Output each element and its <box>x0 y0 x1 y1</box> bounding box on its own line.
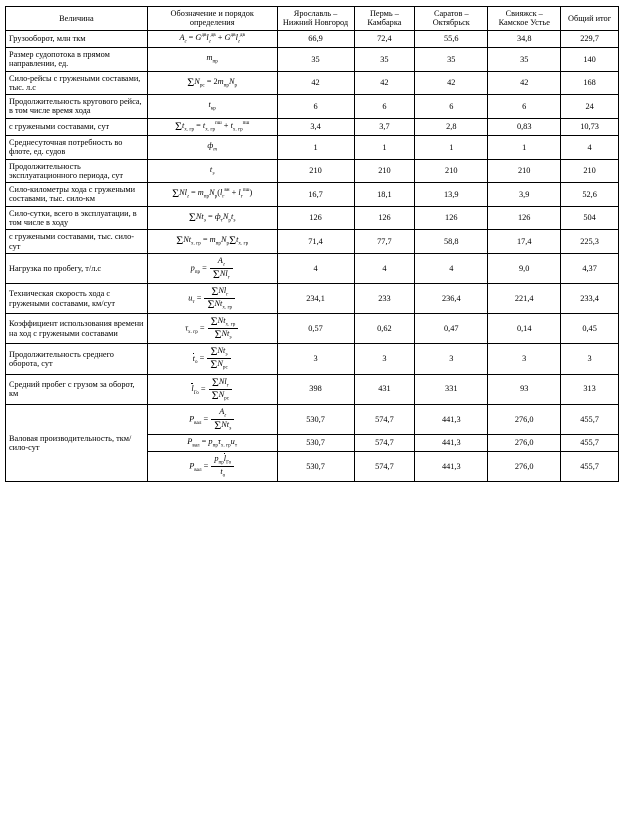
cell-value: 455,7 <box>561 452 619 482</box>
row-label: Продолжительность кругового рейса, в том числе время хода <box>6 95 148 119</box>
cell-value: 3,9 <box>488 183 561 207</box>
row-label: Техническая скорость хода с гружеными составами, км/сут <box>6 284 148 314</box>
row-formula: $A_г = G^{дв}l_г^{дв} + G^{дв}l_г^{дв}$ <box>147 30 277 47</box>
cell-value: 77,7 <box>354 230 415 254</box>
cell-value: 441,3 <box>415 452 488 482</box>
row-formula: $m_{пр}$ <box>147 47 277 71</box>
row-label: Средний пробег с грузом за оборот, км <box>6 374 148 404</box>
cell-value: 1 <box>488 136 561 160</box>
cell-value: 441,3 <box>415 404 488 434</box>
cell-value: 234,1 <box>277 284 354 314</box>
cell-value: 276,0 <box>488 404 561 434</box>
cell-value: 42 <box>488 71 561 95</box>
cell-value: 55,6 <box>415 30 488 47</box>
row-label: с гружеными составами, тыс. сило-сут <box>6 230 148 254</box>
row-label: Размер судопотока в прямом направлении, ед. <box>6 47 148 71</box>
cell-value: 1 <box>354 136 415 160</box>
cell-value: 455,7 <box>561 404 619 434</box>
row-label: Нагрузка по пробегу, т/л.с <box>6 253 148 283</box>
column-header-sviyazhsk-kamskoe: Свияжск – Камское Устье <box>488 7 561 31</box>
cell-value: 331 <box>415 374 488 404</box>
cell-value: 530,7 <box>277 404 354 434</box>
table-row <box>6 118 619 135</box>
cell-value: 4,37 <box>561 253 619 283</box>
row-label: Сило-рейсы с гружеными составами, тыс. л.с <box>6 71 148 95</box>
cell-value: 18,1 <box>354 183 415 207</box>
cell-value: 0,45 <box>561 314 619 344</box>
cell-value: 455,7 <box>561 434 619 451</box>
row-formula: $\Sigma Nt_э = ф_тN_рt_э$ <box>147 206 277 230</box>
table-row <box>6 206 619 230</box>
row-formula: $t_э$ <box>147 159 277 183</box>
cell-value: 35 <box>277 47 354 71</box>
cell-value: 210 <box>561 159 619 183</box>
cell-value: 3 <box>277 344 354 374</box>
cell-value: 1 <box>277 136 354 160</box>
table-row <box>6 159 619 183</box>
column-header-notation: Обозначение и порядок определения <box>147 7 277 31</box>
cell-value: 504 <box>561 206 619 230</box>
cell-value: 0,62 <box>354 314 415 344</box>
table-row <box>6 230 619 254</box>
table-row <box>6 404 619 434</box>
row-formula: $p_{пр}$ = $\frac{A_г}{\Sigma Nl_г}$ <box>147 253 277 283</box>
cell-value: 0,83 <box>488 118 561 135</box>
cell-value: 574,7 <box>354 452 415 482</box>
row-formula: $t_о$ = $\frac{\Sigma Nt_э}{\Sigma N_{рс}}$ <box>147 344 277 374</box>
column-header-saratov-oktyabrsk: Саратов – Октябрьск <box>415 7 488 31</box>
cell-value: 3 <box>415 344 488 374</box>
cell-value: 71,4 <box>277 230 354 254</box>
row-label: Продолжительность эксплуатационного периода, сут <box>6 159 148 183</box>
cell-value: 3 <box>354 344 415 374</box>
cell-value: 210 <box>354 159 415 183</box>
row-formula: $\tau_{х. гр}$ = $\frac{\Sigma Nt_{х. гр}}{\Sigma Nt_э}$ <box>147 314 277 344</box>
cell-value: 4 <box>415 253 488 283</box>
table-row <box>6 284 619 314</box>
cell-value: 574,7 <box>354 404 415 434</box>
cell-value: 398 <box>277 374 354 404</box>
table-row <box>6 183 619 207</box>
row-label: с гружеными составами, сут <box>6 118 148 135</box>
cell-value: 574,7 <box>354 434 415 451</box>
cell-value: 233,4 <box>561 284 619 314</box>
cell-value: 66,9 <box>277 30 354 47</box>
cell-value: 4 <box>354 253 415 283</box>
table-row <box>6 136 619 160</box>
column-header-yaroslavl-nizhniy: Ярославль – Нижний Новгород <box>277 7 354 31</box>
cell-value: 441,3 <box>415 434 488 451</box>
cell-value: 35 <box>354 47 415 71</box>
column-header-total: Общий итог <box>561 7 619 31</box>
cell-value: 0,14 <box>488 314 561 344</box>
cell-value: 221,4 <box>488 284 561 314</box>
table-row <box>6 47 619 71</box>
cell-value: 6 <box>415 95 488 119</box>
row-formula: $P_{вал} = p_{пр}\tau_{х. гр}u_т$ <box>147 434 277 451</box>
row-label: Сило-сутки, всего в эксплуатации, в том числе в ходу <box>6 206 148 230</box>
cell-value: 4 <box>561 136 619 160</box>
cell-value: 233 <box>354 284 415 314</box>
cell-value: 42 <box>415 71 488 95</box>
cell-value: 16,7 <box>277 183 354 207</box>
row-label: Валовая производительность, ткм/сило-сут <box>6 404 148 482</box>
cell-value: 530,7 <box>277 434 354 451</box>
cell-value: 168 <box>561 71 619 95</box>
row-label: Грузооборот, млн ткм <box>6 30 148 47</box>
indicators-table <box>5 6 619 482</box>
cell-value: 3 <box>561 344 619 374</box>
cell-value: 236,4 <box>415 284 488 314</box>
cell-value: 210 <box>415 159 488 183</box>
cell-value: 4 <box>277 253 354 283</box>
column-header-quantity: Величина <box>6 7 148 31</box>
cell-value: 431 <box>354 374 415 404</box>
table-header <box>6 7 619 31</box>
table-body <box>6 30 619 482</box>
row-formula: $\Sigma Nl_г = m_{пр}N_р(l_г^{вн} + l_г^{пш})$ <box>147 183 277 207</box>
cell-value: 3 <box>488 344 561 374</box>
cell-value: 6 <box>277 95 354 119</box>
table-row <box>6 314 619 344</box>
row-formula: $t_{кр}$ <box>147 95 277 119</box>
cell-value: 35 <box>415 47 488 71</box>
table-row <box>6 344 619 374</box>
row-formula: $P_{вал}$ = $\frac{p_{пр}l_{Го}}{t_о}$ <box>147 452 277 482</box>
table-row <box>6 95 619 119</box>
cell-value: 52,6 <box>561 183 619 207</box>
cell-value: 126 <box>415 206 488 230</box>
row-formula: $u_т$ = $\frac{\Sigma Nl_г}{\Sigma Nt_{х. гр}}$ <box>147 284 277 314</box>
header-row <box>6 7 619 31</box>
cell-value: 530,7 <box>277 452 354 482</box>
cell-value: 34,8 <box>488 30 561 47</box>
cell-value: 93 <box>488 374 561 404</box>
row-formula: $ф_т$ <box>147 136 277 160</box>
cell-value: 140 <box>561 47 619 71</box>
cell-value: 17,4 <box>488 230 561 254</box>
cell-value: 58,8 <box>415 230 488 254</box>
row-formula: $\Sigma Nt_{х. гр} = m_{пр}N_р\Sigma t_{х. гр}$ <box>147 230 277 254</box>
table-row <box>6 253 619 283</box>
cell-value: 2,8 <box>415 118 488 135</box>
cell-value: 13,9 <box>415 183 488 207</box>
row-formula: $\Sigma N_{рс} = 2m_{пр}N_р$ <box>147 71 277 95</box>
cell-value: 42 <box>277 71 354 95</box>
row-label: Коэффициент использования времени на ход с гружеными составами <box>6 314 148 344</box>
cell-value: 6 <box>354 95 415 119</box>
cell-value: 3,7 <box>354 118 415 135</box>
cell-value: 210 <box>277 159 354 183</box>
cell-value: 225,3 <box>561 230 619 254</box>
cell-value: 1 <box>415 136 488 160</box>
cell-value: 3,4 <box>277 118 354 135</box>
table-row <box>6 71 619 95</box>
cell-value: 276,0 <box>488 434 561 451</box>
cell-value: 210 <box>488 159 561 183</box>
row-formula: $\Sigma t_{х. гр} = t_{х. гр}^{пш} + t_{х. гр}^{пш}$ <box>147 118 277 135</box>
cell-value: 126 <box>488 206 561 230</box>
cell-value: 42 <box>354 71 415 95</box>
cell-value: 0,57 <box>277 314 354 344</box>
cell-value: 229,7 <box>561 30 619 47</box>
cell-value: 10,73 <box>561 118 619 135</box>
row-formula: $P_{вал}$ = $\frac{A_г}{\Sigma Nt_э}$ <box>147 404 277 434</box>
cell-value: 24 <box>561 95 619 119</box>
cell-value: 6 <box>488 95 561 119</box>
row-label: Продолжительность среднего оборота, сут <box>6 344 148 374</box>
row-formula: $l_{Го}$ = $\frac{\Sigma Nl_г}{\Sigma N_{рс}}$ <box>147 374 277 404</box>
cell-value: 126 <box>354 206 415 230</box>
cell-value: 313 <box>561 374 619 404</box>
cell-value: 126 <box>277 206 354 230</box>
row-label: Сило-километры хода с гружеными составами, тыс. сило-км <box>6 183 148 207</box>
cell-value: 35 <box>488 47 561 71</box>
cell-value: 0,47 <box>415 314 488 344</box>
cell-value: 72,4 <box>354 30 415 47</box>
table-row <box>6 374 619 404</box>
table-row <box>6 30 619 47</box>
cell-value: 276,0 <box>488 452 561 482</box>
row-label: Среднесуточная потребность во флоте, ед. судов <box>6 136 148 160</box>
cell-value: 9,0 <box>488 253 561 283</box>
column-header-perm-kambarka: Пермь – Камбарка <box>354 7 415 31</box>
